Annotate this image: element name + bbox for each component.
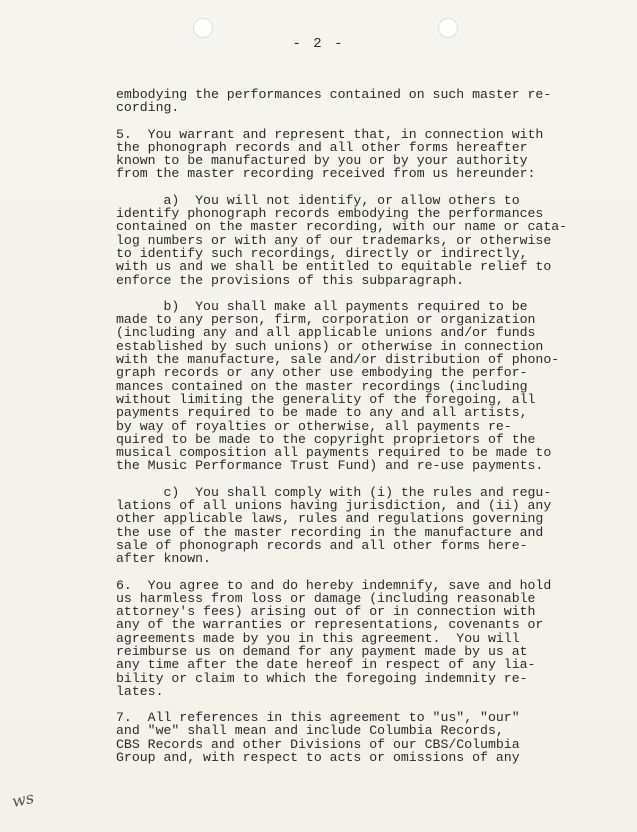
punch-hole xyxy=(438,18,458,38)
text-line: 5. You warrant and represent that, in connection with xyxy=(116,126,544,142)
text-line: other applicable laws, rules and regulations governing xyxy=(116,511,544,527)
text-line: payments required to be made to any and all artists, xyxy=(116,405,528,421)
paragraph xyxy=(116,87,552,116)
text-line: a) You will not identify, or allow others to xyxy=(116,192,520,208)
text-line: CBS Records and other Divisions of our CBS/Columbia xyxy=(116,736,520,752)
paragraph xyxy=(116,192,568,288)
paragraph-gap xyxy=(116,566,546,579)
page-number: - 2 - xyxy=(292,36,345,52)
text-line: b) You shall make all payments required to be xyxy=(116,298,528,314)
paragraph xyxy=(116,298,560,474)
paragraph-gap xyxy=(116,287,546,300)
text-line: established by such unions) or otherwise in connection xyxy=(116,338,544,354)
text-line: the use of the master recording in the manufacture and xyxy=(116,524,544,540)
text-line: agreements made by you in this agreement. You will xyxy=(116,630,520,646)
text-line: without limiting the generality of the foregoing, all xyxy=(116,391,536,407)
text-line: identify phonograph records embodying the performances xyxy=(116,206,544,222)
text-line: any of the warranties or representations, covenants or xyxy=(116,617,544,633)
text-line: made to any person, firm, corporation or organization xyxy=(116,312,536,328)
paragraph xyxy=(116,128,546,181)
text-line: Group and, with respect to acts or omissions of any xyxy=(116,750,520,766)
text-line: the phonograph records and all other forms hereafter xyxy=(116,139,528,155)
punch-hole xyxy=(193,18,213,38)
text-line: by way of royalties or otherwise, all payments re- xyxy=(116,418,512,434)
text-line: the Music Performance Trust Fund) and re-use payments. xyxy=(116,458,544,474)
document-body xyxy=(116,87,568,766)
text-line: any time after the date hereof in respect of any lia- xyxy=(116,657,536,673)
text-line: sale of phonograph records and all other forms here- xyxy=(116,537,528,553)
text-line: c) You shall comply with (i) the rules and regu- xyxy=(116,484,552,500)
paragraph xyxy=(116,577,552,699)
text-line: 7. All references in this agreement to "us", "our" xyxy=(116,710,520,726)
paragraph-gap xyxy=(116,115,546,128)
text-line: and "we" shall mean and include Columbia Records, xyxy=(116,723,504,739)
text-line: mances contained on the master recordings (including xyxy=(116,378,528,394)
text-line: graph records or any other use embodying the perfor- xyxy=(116,365,528,381)
text-line: reimburse us on demand for any payment made by us at xyxy=(116,643,528,659)
text-line: bility or claim to which the foregoing indemnity re- xyxy=(116,670,528,686)
text-line: quired to be made to the copyright proprietors of the xyxy=(116,431,536,447)
text-line: to identify such recordings, directly or indirectly, xyxy=(116,245,528,261)
text-line: from the master recording received from us hereunder: xyxy=(116,166,536,182)
text-line: (including any and all applicable unions and/or funds xyxy=(116,325,536,341)
text-line: lates. xyxy=(116,683,164,699)
paragraph xyxy=(116,711,546,764)
text-line: with us and we shall be entitled to equitable relief to xyxy=(116,259,552,275)
text-line: after known. xyxy=(116,551,211,567)
text-line: 6. You agree to and do hereby indemnify, save and hold xyxy=(116,577,552,593)
text-line: cording. xyxy=(116,100,180,116)
text-line: enforce the provisions of this subparagraph. xyxy=(116,272,465,288)
text-line: lations of all unions having jurisdiction, and (ii) any xyxy=(116,498,552,514)
text-line: attorney's fees) arising out of or in connection with xyxy=(116,604,536,620)
text-line: log numbers or with any of our trademarks, or otherwise xyxy=(116,232,552,248)
text-line: known to be manufactured by you or by your authority xyxy=(116,153,528,169)
text-line: contained on the master recording, with our name or cata- xyxy=(116,219,568,235)
text-line: with the manufacture, sale and/or distribution of phono- xyxy=(116,352,560,368)
paragraph-gap xyxy=(116,181,546,194)
text-line: embodying the performances contained on such master re- xyxy=(116,87,552,102)
paragraph xyxy=(116,484,552,567)
text-line: us harmless from loss or damage (including reasonable xyxy=(116,590,536,606)
text-line: musical composition all payments required to be made to xyxy=(116,445,552,461)
handwritten-initials: ws xyxy=(10,787,36,812)
paragraph-gap xyxy=(116,473,546,486)
